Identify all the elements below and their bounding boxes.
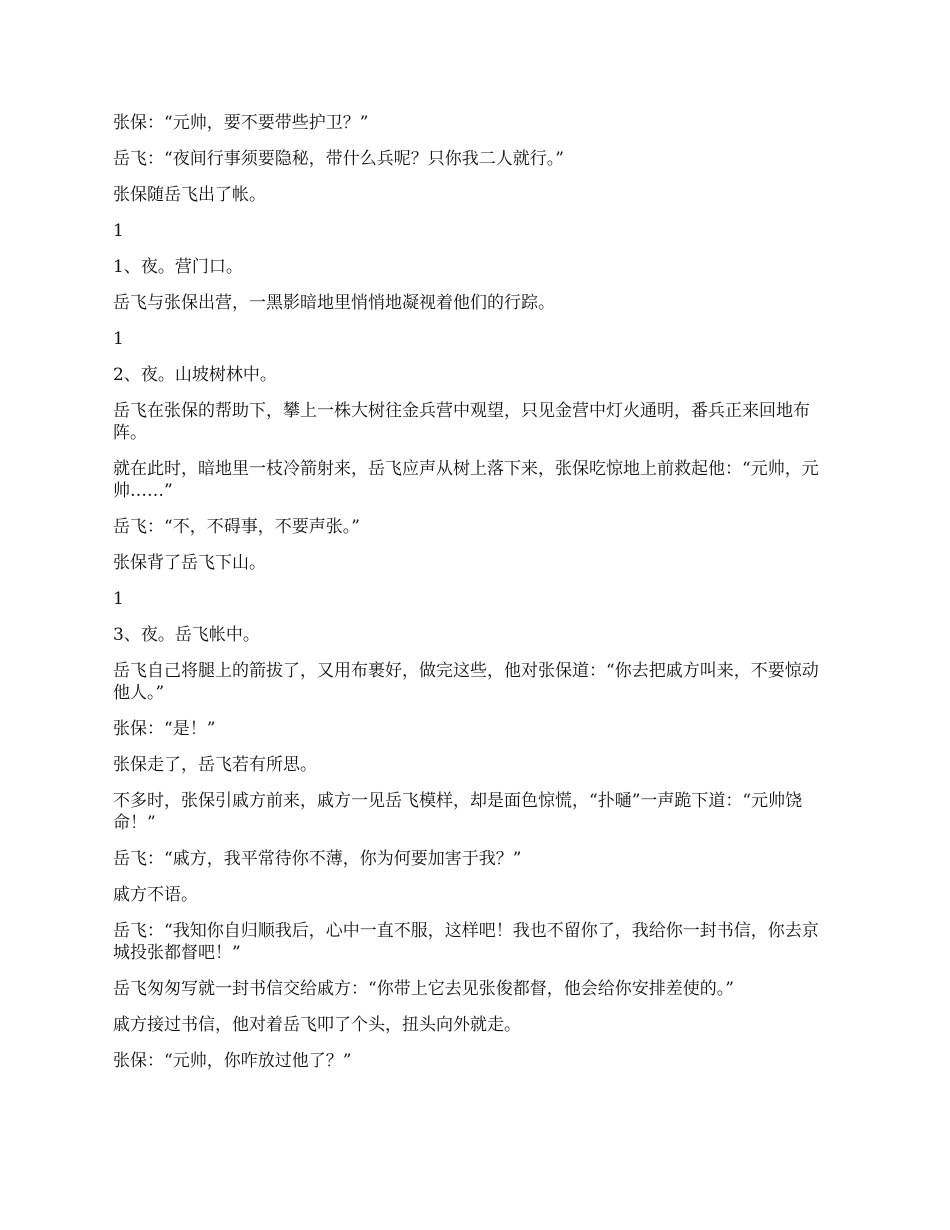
paragraph: 张保随岳飞出了帐。: [113, 185, 266, 205]
paragraph: 不多时，张保引戚方前来，戚方一见岳飞模样，却是面色惊慌，“扑嗵”一声跪下道：“元帅饶命！”: [113, 791, 803, 833]
scene-heading: 3、夜。岳飞帐中。: [113, 625, 260, 645]
paragraph: 张保走了，岳飞若有所思。: [113, 755, 317, 775]
paragraph: 就在此时，暗地里一枝冷箭射来，岳飞应声从树上落下来，张保吃惊地上前救起他：“元帅，元帅……”: [113, 459, 819, 501]
paragraph: 岳飞与张保出营，一黑影暗地里悄悄地凝视着他们的行踪。: [113, 293, 555, 313]
document-body: [113, 112, 833, 1086]
paragraph: 岳飞：“夜间行事须要隐秘，带什么兵呢？只你我二人就行。”: [113, 149, 564, 169]
paragraph: 张保：“元帅，要不要带些护卫？”: [113, 113, 369, 133]
scene-heading: 2、夜。山坡树林中。: [113, 365, 277, 385]
paragraph: 岳飞：“不，不碍事，不要声张。”: [113, 517, 360, 537]
paragraph: 岳飞匆匆写就一封书信交给戚方：“你带上它去见张俊都督，他会给你安排差使的。”: [113, 979, 734, 999]
paragraph: 张保背了岳飞下山。: [113, 553, 266, 573]
paragraph: 岳飞：“我知你自归顺我后，心中一直不服，这样吧！我也不留你了，我给你一封书信，你去京城投张都督吧！”: [113, 921, 819, 963]
paragraph: 戚方不语。: [113, 885, 198, 905]
scene-heading: 1、夜。营门口。: [113, 257, 243, 277]
scene-number: 1: [113, 329, 124, 349]
scene-number: 1: [113, 589, 124, 609]
paragraph: 岳飞：“戚方，我平常待你不薄，你为何要加害于我？”: [113, 849, 522, 869]
paragraph: 岳飞在张保的帮助下，攀上一株大树往金兵营中观望，只见金营中灯火通明，番兵正来回地布阵。: [113, 401, 810, 443]
paragraph: 张保：“元帅，你咋放过他了？”: [113, 1051, 352, 1071]
paragraph: 戚方接过书信，他对着岳飞叩了个头，扭头向外就走。: [113, 1015, 521, 1035]
paragraph: 岳飞自己将腿上的箭拔了，又用布裹好，做完这些，他对张保道：“你去把戚方叫来，不要惊动他人。”: [113, 661, 819, 703]
paragraph: 张保：“是！”: [113, 719, 216, 739]
scene-number: 1: [113, 221, 124, 241]
